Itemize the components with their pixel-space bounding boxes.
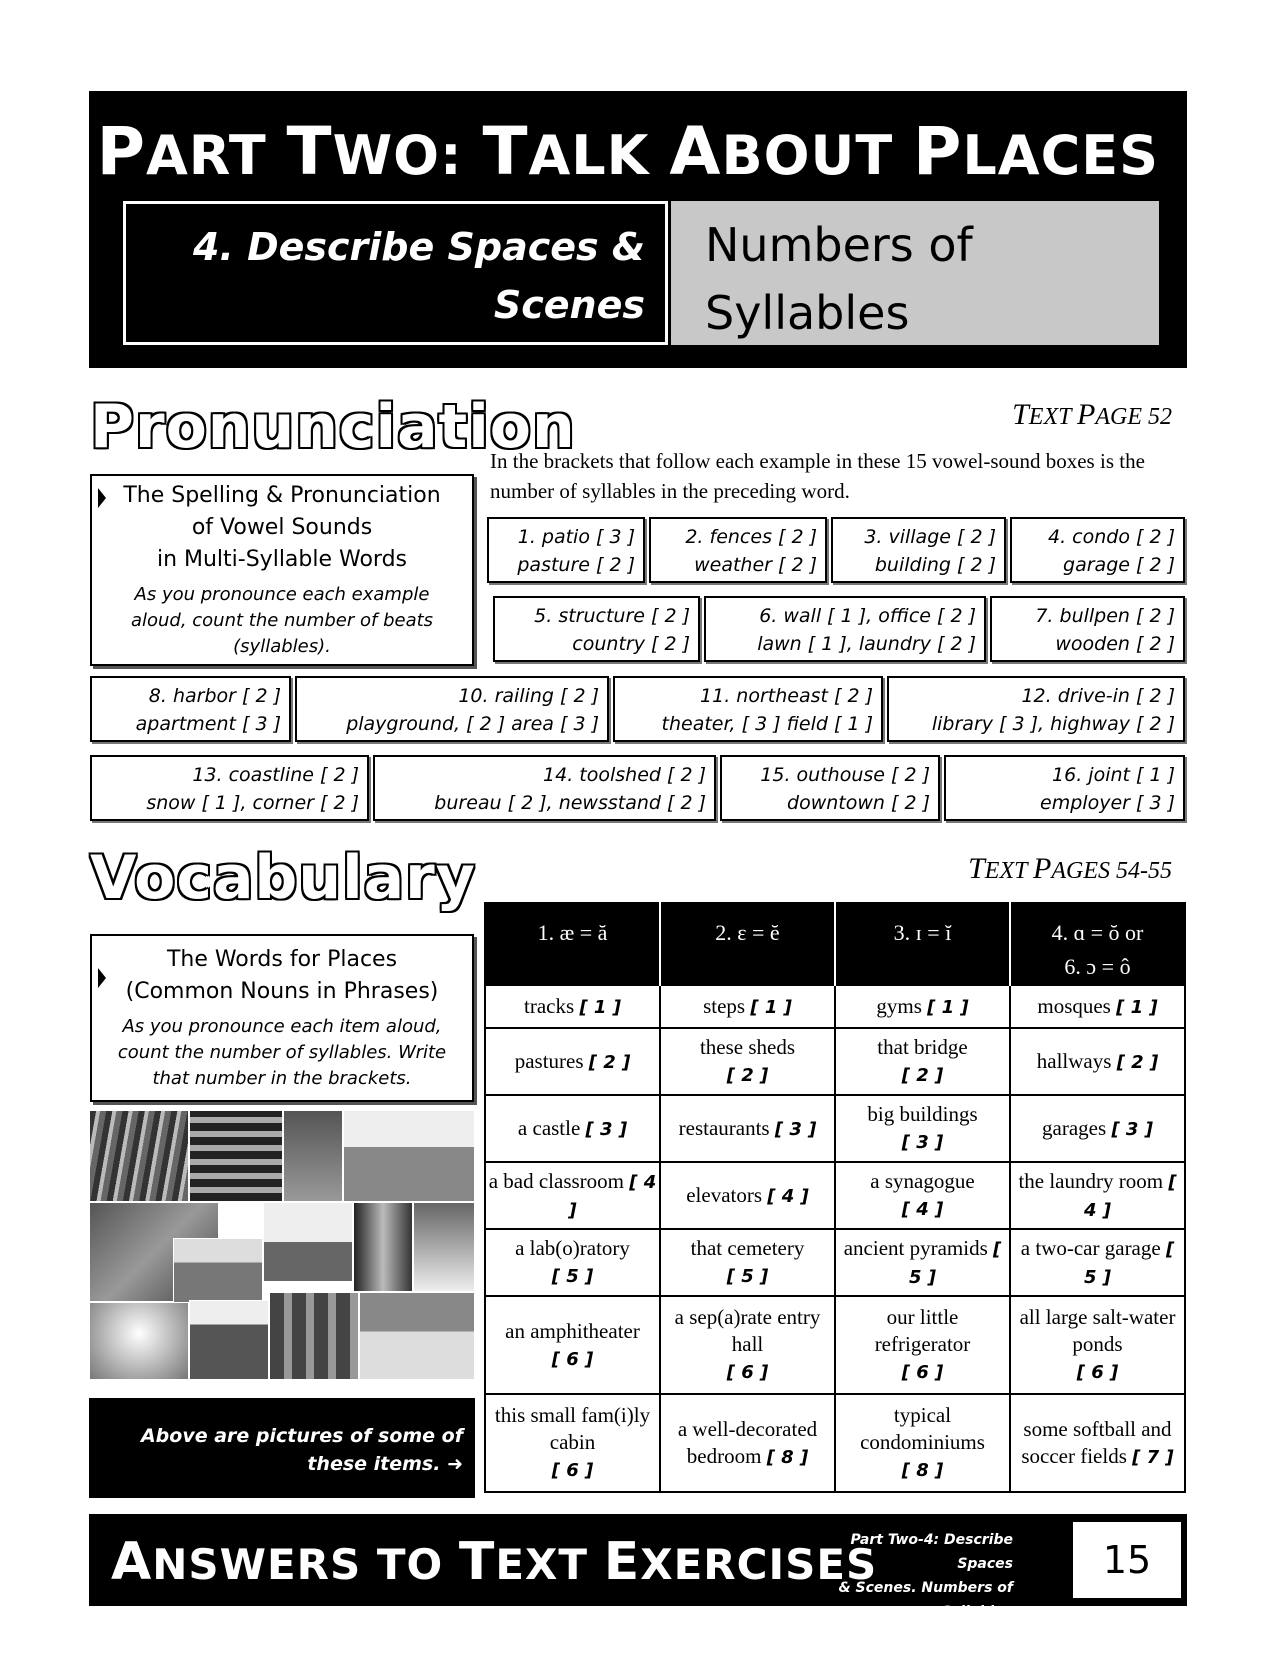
chapter-subtitle: Numbers of Syllables	[705, 218, 973, 340]
table-cell: garages [ 3 ]	[1010, 1095, 1185, 1162]
column-header: 2. ɛ = ĕ	[660, 903, 835, 985]
hallway-photo	[353, 1202, 413, 1292]
table-cell: that cemetery [ 5 ]	[660, 1229, 835, 1296]
table-cell: ancient pyramids [ 5 ]	[835, 1229, 1010, 1296]
table-cell: these sheds [ 2 ]	[660, 1028, 835, 1095]
table-row	[485, 1296, 1185, 1394]
table-cell: mosques [ 1 ]	[1010, 985, 1185, 1028]
table-cell: a synagogue [ 4 ]	[835, 1162, 1010, 1229]
pronunciation-intro: In the brackets that follow each example in these 15 vowel-sound boxes is the number of syllables in the preceding word.	[490, 449, 1145, 503]
vowel-box-1: 1. patio [ 3 ] pasture [ 2 ]	[487, 517, 645, 583]
vowel-box-7: 7. bullpen [ 2 ] wooden [ 2 ]	[990, 596, 1185, 662]
table-cell: steps [ 1 ]	[660, 985, 835, 1028]
photo-collage	[89, 1110, 475, 1380]
vocabulary-section-title: Vocabulary	[90, 843, 476, 913]
vowel-box-4: 4. condo [ 2 ] garage [ 2 ]	[1010, 517, 1185, 583]
column-header: 3. ɪ = ĭ	[835, 903, 1010, 985]
chapter-header	[89, 91, 1187, 368]
mosque-photo	[343, 1110, 475, 1202]
table-row	[485, 1229, 1185, 1296]
vowel-box-5: 5. structure [ 2 ] country [ 2 ]	[493, 596, 700, 662]
castle-photo	[89, 1302, 189, 1380]
table-cell: a well-decorated bedroom [ 8 ]	[660, 1394, 835, 1492]
vowel-box-12: 12. drive-in [ 2 ] library [ 3 ], highway [ 2 ]	[887, 676, 1185, 742]
table-row	[485, 1095, 1185, 1162]
column-header: 1. æ = ă	[485, 903, 660, 985]
railroad-tracks-photo	[89, 1110, 189, 1202]
steps-photo	[189, 1110, 283, 1202]
vowel-box-13: 13. coastline [ 2 ] snow [ 1 ], corner [ 2 ]	[90, 755, 369, 821]
table-cell: gyms [ 1 ]	[835, 985, 1010, 1028]
footer-chapter-reference: Part Two-4: Describe Spaces & Scenes. Numbers of Syllables	[838, 1532, 1013, 1620]
table-cell: this small fam(i)ly cabin [ 6 ]	[485, 1394, 660, 1492]
chapter-title-box	[123, 201, 668, 345]
photo-caption: Above are pictures of some of these items. ➜	[89, 1398, 475, 1498]
vowel-box-14: 14. toolshed [ 2 ] bureau [ 2 ], newsstand [ 2 ]	[373, 755, 716, 821]
table-cell: pastures [ 2 ]	[485, 1028, 660, 1095]
table-cell: a two-car garage [ 5 ]	[1010, 1229, 1185, 1296]
pronunciation-text-page: TEXT PAGE 52	[1012, 398, 1172, 431]
table-cell: all large salt-water ponds [ 6 ]	[1010, 1296, 1185, 1394]
gym-photo	[283, 1110, 343, 1202]
table-cell: a bad classroom [ 4 ]	[485, 1162, 660, 1229]
page-footer	[89, 1514, 1187, 1620]
vowel-box-16: 16. joint [ 1 ] employer [ 3 ]	[944, 755, 1185, 821]
table-cell: a sep(a)rate entry hall [ 6 ]	[660, 1296, 835, 1394]
table-cell: our little refrigerator [ 6 ]	[835, 1296, 1010, 1394]
table-row	[485, 985, 1185, 1028]
table-cell: the laundry room [ 4 ]	[1010, 1162, 1185, 1229]
vocabulary-table	[484, 902, 1186, 1493]
table-cell: elevators [ 4 ]	[660, 1162, 835, 1229]
table-cell: tracks [ 1 ]	[485, 985, 660, 1028]
pronunciation-section-title: Pronunciation	[90, 392, 576, 462]
vocabulary-text-page: TEXT PAGES 54-55	[968, 852, 1172, 885]
vowel-box-6: 6. wall [ 1 ], office [ 2 ] lawn [ 1 ], laundry [ 2 ]	[704, 596, 986, 662]
bridge-photo	[263, 1202, 353, 1282]
vowel-box-8: 8. harbor [ 2 ] apartment [ 3 ]	[90, 676, 291, 742]
caret-right-icon	[98, 968, 106, 988]
vowel-box-3: 3. village [ 2 ] building [ 2 ]	[831, 517, 1006, 583]
table-row	[485, 1028, 1185, 1095]
page-number: 15	[1071, 1520, 1183, 1600]
part-title: PART TWO: TALK ABOUT PLACES	[96, 113, 1159, 190]
staircase-photo	[413, 1202, 475, 1292]
restaurant-photo	[189, 1300, 269, 1380]
table-row	[485, 1162, 1185, 1229]
table-cell: restaurants [ 3 ]	[660, 1095, 835, 1162]
column-header: 4. ɑ = ŏ or 6. ɔ = ô	[1010, 903, 1185, 985]
table-cell: big buildings [ 3 ]	[835, 1095, 1010, 1162]
caret-right-icon	[98, 488, 106, 508]
vowel-box-10: 10. railing [ 2 ] playground, [ 2 ] area [ 3 ]	[295, 676, 609, 742]
footer-title: ANSWERS TO TEXT EXERCISES	[111, 1532, 878, 1592]
table-cell: a castle [ 3 ]	[485, 1095, 660, 1162]
vowel-box-15: 15. outhouse [ 2 ] downtown [ 2 ]	[720, 755, 940, 821]
vowel-box-2: 2. fences [ 2 ] weather [ 2 ]	[649, 517, 827, 583]
table-cell: a lab(o)ratory [ 5 ]	[485, 1229, 660, 1296]
chapter-subtitle-box	[671, 201, 1159, 345]
garage-photo	[359, 1292, 475, 1380]
vowel-box-11: 11. northeast [ 2 ] theater, [ 3 ] field [ 1 ]	[613, 676, 883, 742]
pronunciation-info-box: The Spelling & Pronunciation of Vowel Sounds in Multi-Syllable Words As you pronounce each example aloud, count the number of beats (syllables).	[90, 474, 474, 666]
table-cell: typical condominiums [ 8 ]	[835, 1394, 1010, 1492]
chapter-title: 4. Describe Spaces & Scenes	[192, 225, 645, 327]
table-row	[485, 1394, 1185, 1492]
buildings-photo	[269, 1292, 359, 1380]
table-cell: that bridge [ 2 ]	[835, 1028, 1010, 1095]
vocabulary-info-box: The Words for Places (Common Nouns in Phrases) As you pronounce each item aloud, count the number of syllables. Write that number in the brackets.	[90, 934, 474, 1102]
table-cell: hallways [ 2 ]	[1010, 1028, 1185, 1095]
table-cell: an amphitheater [ 6 ]	[485, 1296, 660, 1394]
table-cell: some softball and soccer fields [ 7 ]	[1010, 1394, 1185, 1492]
